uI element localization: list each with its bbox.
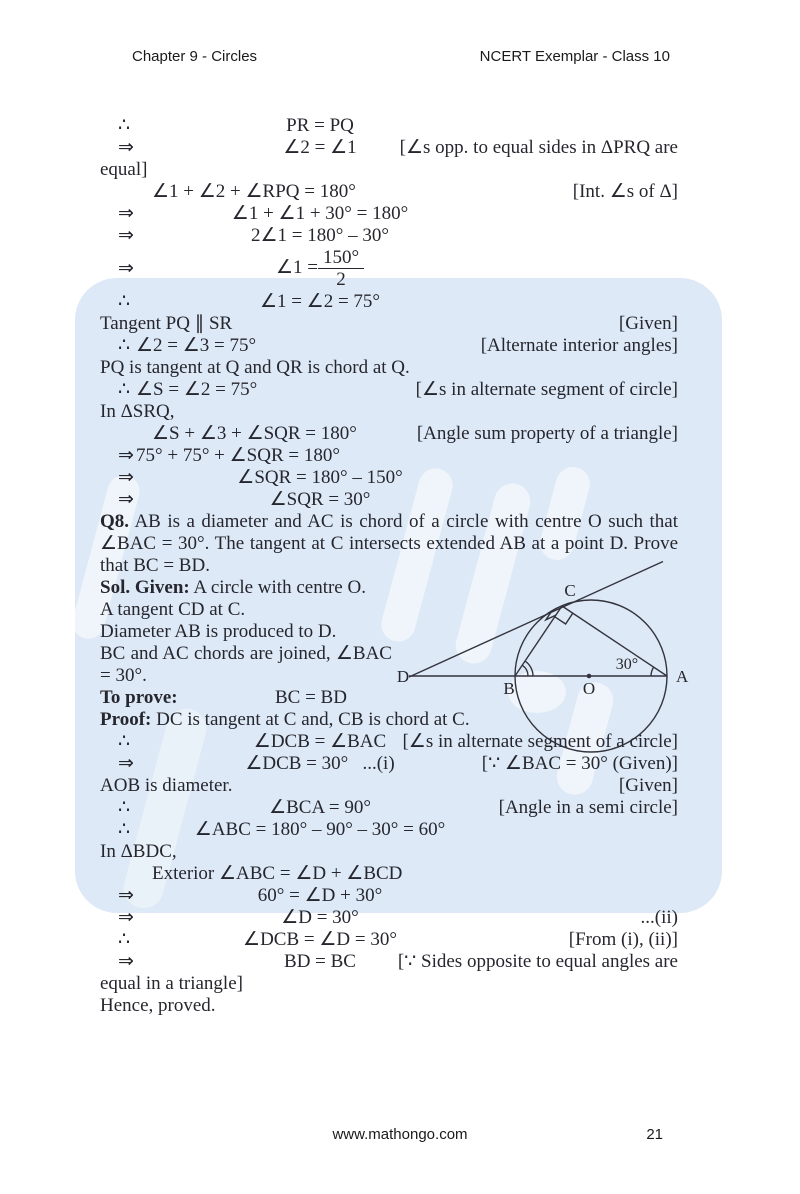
- justification-note: [Angle in a semi circle]: [498, 797, 678, 818]
- text-run: PQ is tangent at Q and QR is chord at Q.: [100, 357, 410, 378]
- justification-note: ...(ii): [640, 907, 678, 928]
- label-B: B: [503, 679, 515, 698]
- justification-note: [∵ Sides opposite to equal angles are: [397, 951, 678, 972]
- eq-line-28: [100, 819, 678, 841]
- justification-note: [Int. ∠s of Δ]: [572, 181, 678, 202]
- eq-line-0: [100, 115, 678, 137]
- eq-line-34: [100, 951, 678, 973]
- inference-symbol: ⇒: [118, 467, 134, 488]
- inference-symbol: ∴: [118, 731, 131, 752]
- text-run: Tangent PQ ∥ SR: [100, 313, 233, 334]
- fraction-denominator: 2: [336, 269, 346, 290]
- eq-line-3: [100, 181, 678, 203]
- justification-note: [Given]: [618, 313, 678, 334]
- eq-line-1: [100, 137, 678, 159]
- equation: 2∠1 = 180° – 30°: [251, 225, 389, 246]
- paragraph-text: AB is a diameter and AC is chord of a circle with centre O such that ∠BAC = 30°. The tangent at C intersects extended AB at a point D. Prove that BC = BD.: [100, 511, 678, 576]
- text-line-2: [100, 159, 678, 181]
- equation: ∠2 = ∠3 = 75°: [136, 335, 257, 356]
- text-run: equal]: [100, 159, 148, 180]
- eq-line-32: [100, 907, 678, 929]
- chord-CA: [562, 606, 667, 676]
- inference-symbol: ∴: [118, 291, 131, 312]
- eq-line-11: [100, 379, 678, 401]
- justification-note: [Angle sum property of a triangle]: [416, 423, 678, 444]
- text-line-36: [100, 995, 678, 1017]
- eq-line-33: [100, 929, 678, 951]
- text-line-12: [100, 401, 678, 423]
- justification-note: [From (i), (ii)]: [568, 929, 678, 950]
- fraction-group: [276, 247, 364, 290]
- bold-label: Q8.: [100, 511, 130, 532]
- justification-note: [∠s in alternate segment of a circle]: [402, 731, 678, 752]
- inference-symbol: ⇒: [118, 907, 134, 928]
- right-angle-mark-C: [555, 613, 573, 624]
- equation: ∠SQR = 30°: [269, 489, 371, 510]
- fraction-numerator: 150°: [318, 247, 364, 269]
- inference-symbol: ⇒: [118, 137, 134, 158]
- eq-line-5: [100, 225, 678, 247]
- angle-arc-A: [651, 667, 654, 676]
- footer-page-number: 21: [646, 1126, 663, 1143]
- center-dot-O: [587, 674, 592, 679]
- equation: ∠1 = ∠2 = 75°: [259, 291, 381, 312]
- eq-line-15: [100, 467, 678, 489]
- text-line-35: [100, 973, 678, 995]
- equation: ∠S + ∠3 + ∠SQR = 180°: [152, 423, 357, 444]
- circle-diagram: [395, 552, 707, 762]
- text-line-26: [100, 775, 678, 797]
- equation: ∠D = 30°: [281, 907, 359, 928]
- fraction: [318, 247, 364, 290]
- fraction-prefix: ∠1 =: [275, 256, 318, 278]
- inference-symbol: ⇒: [118, 951, 134, 972]
- equation: ∠DCB = ∠D = 30°: [243, 929, 397, 950]
- header-book-title: NCERT Exemplar - Class 10: [479, 48, 670, 65]
- inference-symbol: ⇒: [118, 225, 134, 246]
- justification-note: [Alternate interior angles]: [480, 335, 678, 356]
- equation: ∠1 + ∠1 + 30° = 180°: [231, 203, 409, 224]
- text-run: equal in a triangle]: [100, 973, 243, 994]
- header-chapter-title: Chapter 9 - Circles: [132, 48, 258, 65]
- frac-line-6: [100, 247, 540, 291]
- equation: 60° = ∠D + 30°: [257, 885, 383, 906]
- eq-line-7: [100, 291, 678, 313]
- equation: ∠ABC = 180° – 90° – 30° = 60°: [194, 819, 446, 840]
- para-line-19: [100, 599, 392, 621]
- inference-symbol: ⇒: [118, 445, 134, 466]
- text-run: AOB is diameter.: [100, 775, 233, 796]
- eq-line-4: [100, 203, 678, 225]
- text-run: Hence, proved.: [100, 995, 216, 1016]
- label-O: O: [582, 679, 596, 698]
- text-run: In ΔSRQ,: [100, 401, 175, 422]
- text-line-10: [100, 357, 678, 379]
- paragraph-text: Diameter AB is produced to D.: [100, 621, 337, 642]
- label-C: C: [564, 581, 576, 600]
- page-header: [0, 44, 800, 68]
- bold-label: Proof:: [100, 709, 152, 730]
- angle-arc-B-inner: [522, 665, 528, 676]
- justification-note: [∠s in alternate segment of circle]: [415, 379, 678, 400]
- inference-symbol: ⇒: [118, 258, 134, 279]
- inference-symbol: ∴: [118, 797, 131, 818]
- justification-note: [∵ ∠BAC = 30° (Given)]: [481, 753, 678, 774]
- eq-line-14: [100, 445, 678, 467]
- para-line-21: [100, 643, 392, 687]
- inference-symbol: ∴: [118, 115, 131, 136]
- inference-symbol: ⇒: [118, 489, 134, 510]
- bold-label: Sol. Given:: [100, 577, 190, 598]
- equation: ∠S = ∠2 = 75°: [136, 379, 258, 400]
- equation: PR = PQ: [286, 115, 354, 136]
- eq-line-30: [100, 863, 678, 885]
- text-run: In ΔBDC,: [100, 841, 177, 862]
- inference-symbol: ⇒: [118, 885, 134, 906]
- equation: ∠BCA = 90°: [269, 797, 371, 818]
- text-line-29: [100, 841, 678, 863]
- para-line-20: [100, 621, 392, 643]
- paragraph-text: A circle with centre O.: [189, 577, 366, 598]
- equation: [100, 247, 540, 291]
- label-D: D: [396, 667, 410, 686]
- equation: ∠DCB = ∠BAC: [253, 731, 387, 752]
- equation: ∠SQR = 180° – 150°: [237, 467, 403, 488]
- angle-30-label: 30°: [615, 656, 639, 673]
- eq-line-9: [100, 335, 678, 357]
- inference-symbol: ⇒: [118, 753, 134, 774]
- eq-line-27: [100, 797, 678, 819]
- bold-label: To prove:: [100, 687, 178, 708]
- inference-symbol: ∴: [118, 335, 131, 356]
- eq-line-13: [100, 423, 678, 445]
- footer-site-url: www.mathongo.com: [332, 1126, 468, 1143]
- equation: ∠DCB = 30° ...(i): [245, 753, 395, 774]
- justification-note: [Given]: [618, 775, 678, 796]
- inference-symbol: ∴: [118, 929, 131, 950]
- equation: Exterior ∠ABC = ∠D + ∠BCD: [152, 863, 403, 884]
- paragraph-text: DC is tangent at C and, CB is chord at C.: [151, 709, 470, 730]
- equation: ∠1 + ∠2 + ∠RPQ = 180°: [152, 181, 356, 202]
- equation: BC = BD: [275, 687, 347, 708]
- eq-line-16: [100, 489, 678, 511]
- eq-line-31: [100, 885, 678, 907]
- text-line-8: [100, 313, 678, 335]
- paragraph-text: A tangent CD at C.: [100, 599, 246, 620]
- equation: 75° + 75° + ∠SQR = 180°: [136, 445, 340, 466]
- label-A: A: [676, 667, 689, 686]
- inference-symbol: ⇒: [118, 203, 134, 224]
- justification-note: [∠s opp. to equal sides in ΔPRQ are: [399, 137, 678, 158]
- inference-symbol: ∴: [118, 379, 131, 400]
- page-footer: [0, 1126, 800, 1148]
- inference-symbol: ∴: [118, 819, 131, 840]
- equation: BD = BC: [284, 951, 356, 972]
- paragraph-text: BC and AC chords are joined, ∠BAC = 30°.: [100, 643, 392, 686]
- equation: ∠2 = ∠1: [283, 137, 357, 158]
